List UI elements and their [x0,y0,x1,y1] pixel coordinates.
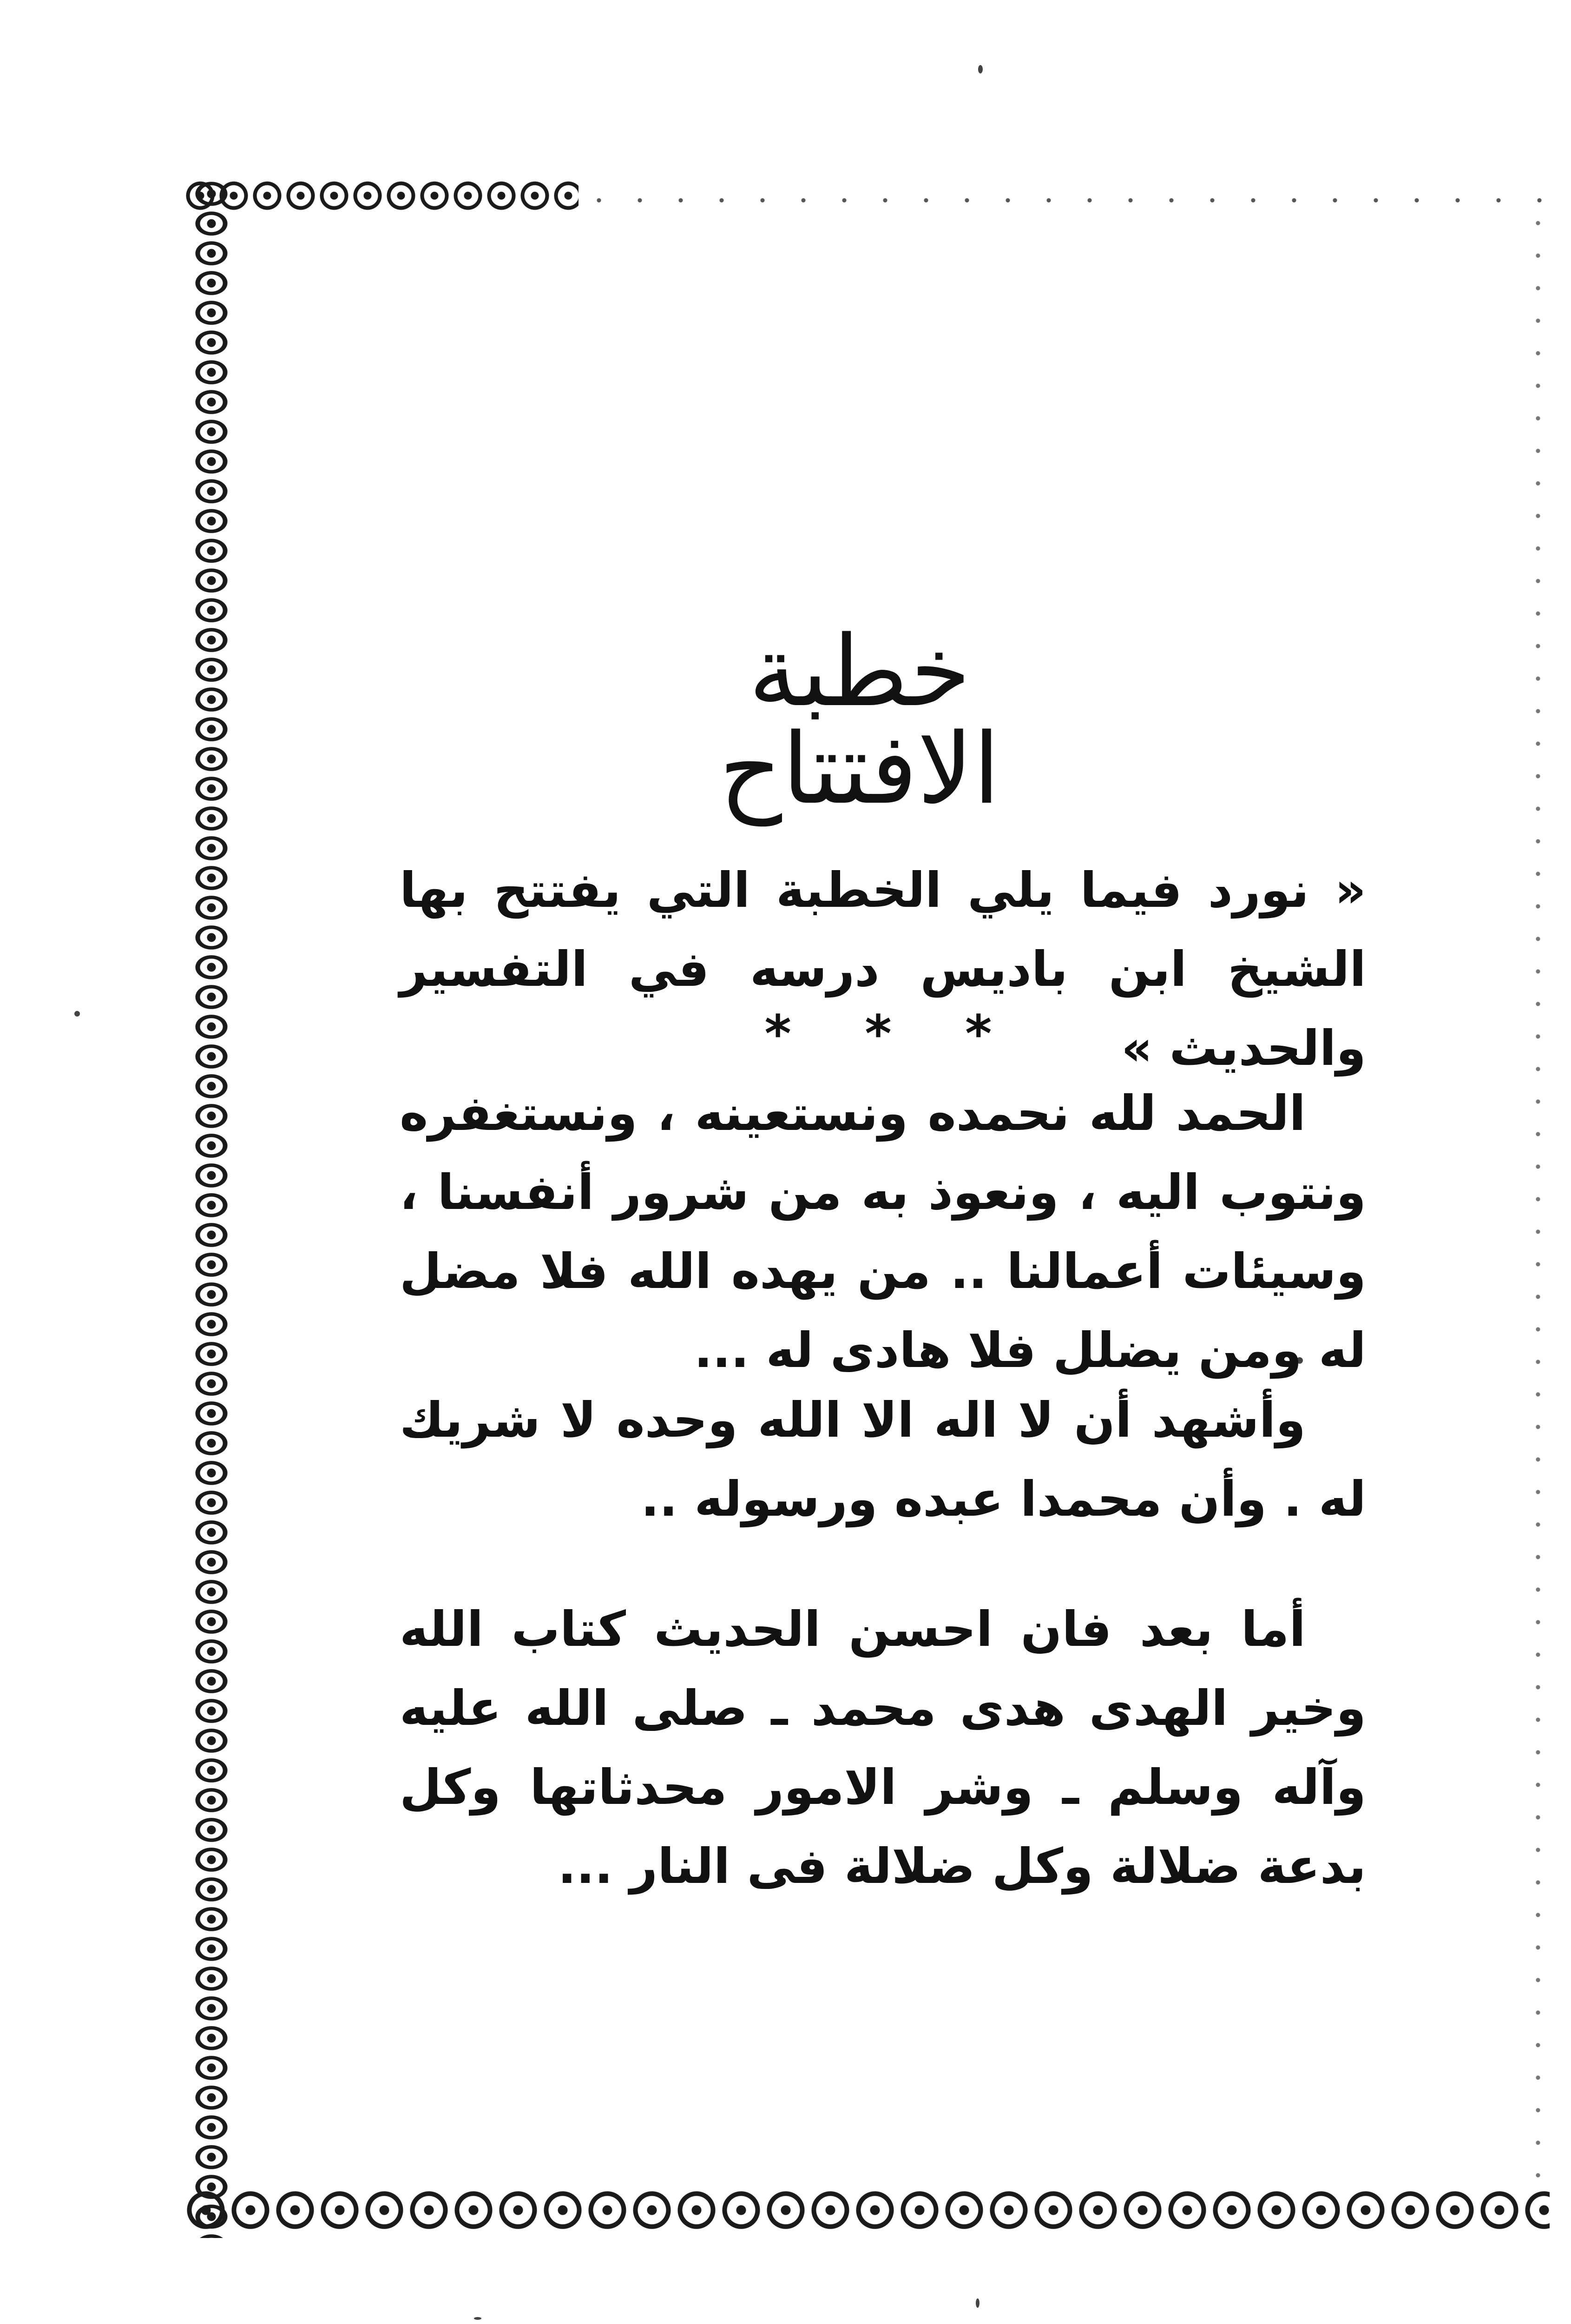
scan-speck [976,2298,979,2308]
scan-speck [474,2317,481,2320]
asterism-separator: * * * [764,1004,1020,1063]
frame-right-border [1531,207,1550,2205]
frame-top-border [184,179,1550,221]
scan-speck [978,65,983,73]
paragraph: أما بعد فان احسن الحديث كتاب الله وخير الهدى هدى محمد ـ صلى الله عليه وآله وسلم ـ وشر الامور محدثاتها وكل بدعة ضلالة وكل ضلالة فى النار ... [400,1601,1366,1895]
frame-left-border [184,179,253,2238]
frame-top-ornament-light [578,184,1550,211]
paragraph: الحمد لله نحمده ونستعينه ، ونستغفره ونتوب اليه ، ونعوذ به من شرور أنفسنا ، وسيئات أعمالنا .. من يهده الله فلا مضل له ومن يضلل فلا هادى له ... [400,1085,1366,1379]
intro-note: « نورد فيما يلي الخطبة التي يفتتح بها الشيخ ابن باديس درسه في التفسير والحديث » [400,862,1366,1076]
page-title: خطبة الافتتاح [719,614,1000,826]
frame-bottom-border [184,2187,1550,2238]
scan-speck [74,1011,80,1017]
paragraph: وأشهد أن لا اله الا الله وحده لا شريك له . وأن محمدا عبده ورسوله .. [400,1392,1366,1527]
